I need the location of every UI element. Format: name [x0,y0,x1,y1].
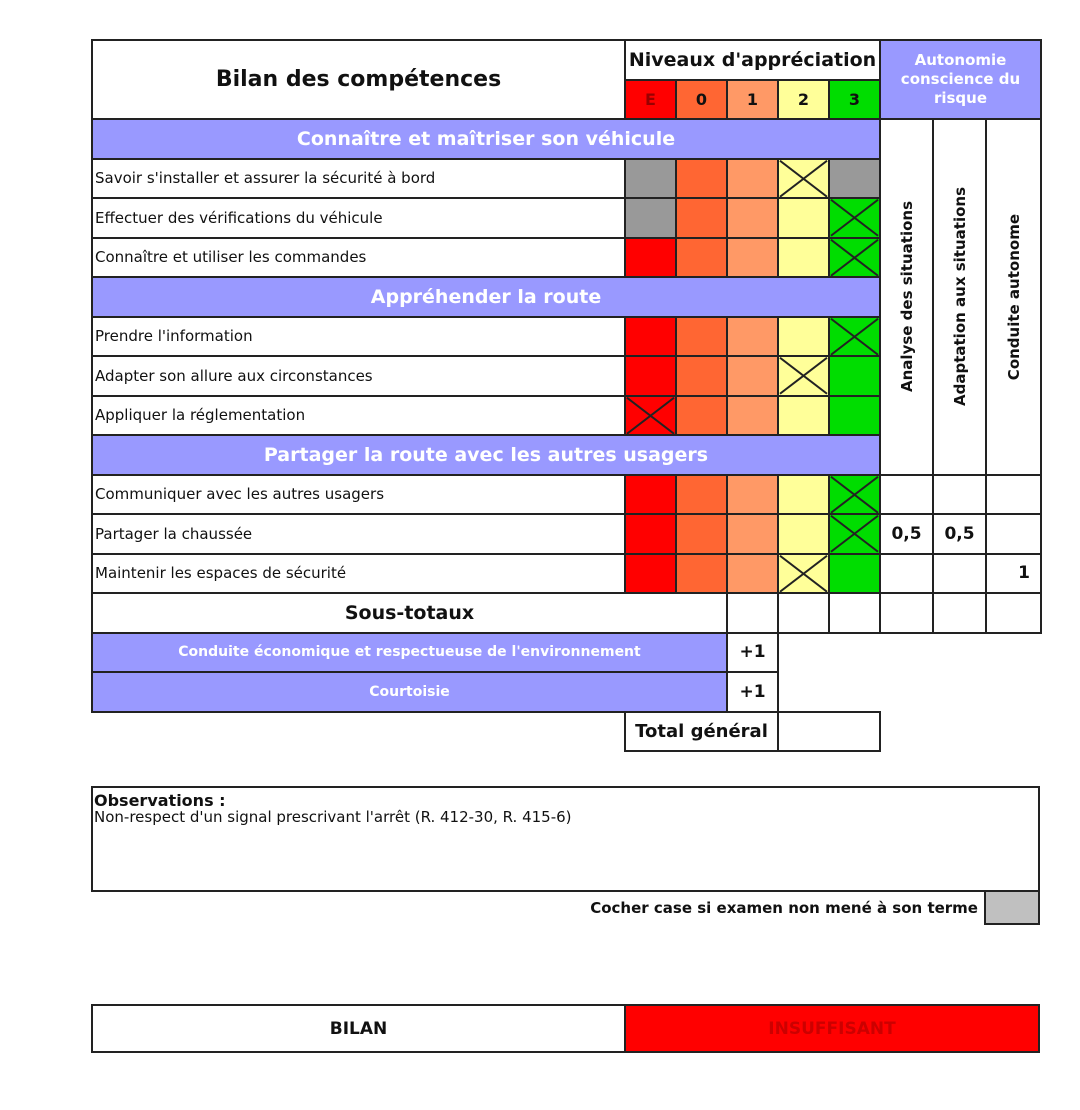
subtotal-cell[interactable] [726,592,779,634]
level-cell[interactable] [624,355,677,397]
cross-mark-icon [830,515,879,553]
autonomy-column-label: Analyse des situations [897,201,916,393]
level-cell[interactable] [777,395,830,437]
bilan-result: INSUFFISANT [624,1004,1040,1053]
autonomy-empty-cell[interactable] [932,474,987,516]
level-cell[interactable] [828,197,881,239]
level-cell[interactable] [726,316,779,358]
bonus-label: Conduite économique et respectueuse de l'environnement [91,632,728,674]
level-0: 0 [675,79,728,120]
subtotal-cell[interactable] [828,592,881,634]
level-cell[interactable] [624,474,677,516]
level-E: E [624,79,677,120]
level-cell[interactable] [828,355,881,397]
bonus-label: Courtoisie [91,671,728,713]
level-cell[interactable] [675,158,728,200]
level-2: 2 [777,79,830,120]
autonomy-empty-cell[interactable] [985,474,1042,516]
level-cell[interactable] [777,158,830,200]
competence-label: Appliquer la réglementation [91,395,626,437]
level-cell[interactable] [777,355,830,397]
cross-mark-icon [626,397,675,435]
observations-title: Observations : [94,791,226,810]
cross-mark-icon [830,239,879,277]
level-cell[interactable] [726,513,779,555]
level-cell[interactable] [726,553,779,595]
bilan-row [91,1004,1040,1053]
level-cell[interactable] [624,197,677,239]
level-cell[interactable] [828,513,881,555]
level-cell[interactable] [828,395,881,437]
autonomy-column-label: Adaptation aux situations [950,187,969,407]
level-cell[interactable] [726,158,779,200]
incomplete-exam-label: Cocher case si examen non mené à son terme [590,899,978,917]
section-header: Connaître et maîtriser son véhicule [91,118,881,160]
incomplete-exam-checkbox[interactable] [984,890,1040,925]
competence-grid [91,39,1040,750]
competence-label: Partager la chaussée [91,513,626,555]
level-cell[interactable] [675,513,728,555]
level-cell[interactable] [624,553,677,595]
bonus-value: +1 [726,632,779,674]
level-cell[interactable] [828,316,881,358]
page-title: Bilan des compétences [91,39,626,120]
competence-label: Communiquer avec les autres usagers [91,474,626,516]
level-cell[interactable] [777,513,830,555]
level-cell[interactable] [828,474,881,516]
level-3: 3 [828,79,881,120]
level-cell[interactable] [726,197,779,239]
subtotals-label: Sous-totaux [91,592,728,634]
subtotal-cell[interactable] [932,592,987,634]
level-cell[interactable] [675,237,728,279]
level-cell[interactable] [675,474,728,516]
autonomy-score: 0,5 [932,513,987,555]
total-label: Total général [624,711,779,753]
cross-mark-icon [779,357,828,395]
section-header: Partager la route avec les autres usagers [91,434,881,476]
cross-mark-icon [830,199,879,237]
subtotal-cell[interactable] [879,592,934,634]
autonomy-score: 1 [985,553,1042,595]
bonus-value: +1 [726,671,779,713]
section-header: Appréhender la route [91,276,881,318]
level-cell[interactable] [675,553,728,595]
level-cell[interactable] [624,513,677,555]
autonomy-empty-cell[interactable] [879,474,934,516]
cross-mark-icon [830,318,879,356]
autonomy-score: 0,5 [879,513,934,555]
level-cell[interactable] [675,355,728,397]
level-cell[interactable] [675,395,728,437]
total-value-cell[interactable] [777,711,881,753]
level-cell[interactable] [777,316,830,358]
autonomy-column-header [932,118,987,476]
subtotal-cell[interactable] [985,592,1042,634]
level-cell[interactable] [726,355,779,397]
autonomy-column-label: Conduite autonome [1004,213,1023,380]
level-cell[interactable] [777,237,830,279]
autonomy-empty-cell[interactable] [879,553,934,595]
competence-label: Savoir s'installer et assurer la sécurité à bord [91,158,626,200]
autonomy-column-header [985,118,1042,476]
level-cell[interactable] [777,197,830,239]
level-cell[interactable] [675,197,728,239]
level-cell[interactable] [624,316,677,358]
level-cell[interactable] [828,553,881,595]
cross-mark-icon [830,476,879,514]
level-cell[interactable] [675,316,728,358]
autonomy-empty-cell[interactable] [932,553,987,595]
autonomy-column-header [879,118,934,476]
cross-mark-icon [779,160,828,198]
level-cell[interactable] [777,553,830,595]
level-cell[interactable] [726,395,779,437]
bilan-label: BILAN [91,1004,626,1053]
level-cell[interactable] [624,237,677,279]
level-cell[interactable] [777,474,830,516]
level-cell[interactable] [624,158,677,200]
level-cell[interactable] [726,474,779,516]
level-cell[interactable] [828,158,881,200]
level-cell[interactable] [726,237,779,279]
cross-mark-icon [779,555,828,593]
observations-text: Non-respect d'un signal prescrivant l'arrêt (R. 412-30, R. 415-6) [94,808,572,826]
levels-title: Niveaux d'appréciation [624,39,881,81]
competence-label: Prendre l'information [91,316,626,358]
competence-label: Adapter son allure aux circonstances [91,355,626,397]
competence-label: Maintenir les espaces de sécurité [91,553,626,595]
level-1: 1 [726,79,779,120]
level-cell[interactable] [624,395,677,437]
competence-label: Effectuer des vérifications du véhicule [91,197,626,239]
observations-box [91,786,1040,892]
autonomy-title: Autonomie conscience du risque [879,39,1042,120]
autonomy-empty-cell[interactable] [985,513,1042,555]
subtotal-cell[interactable] [777,592,830,634]
level-cell[interactable] [828,237,881,279]
competence-label: Connaître et utiliser les commandes [91,237,626,279]
